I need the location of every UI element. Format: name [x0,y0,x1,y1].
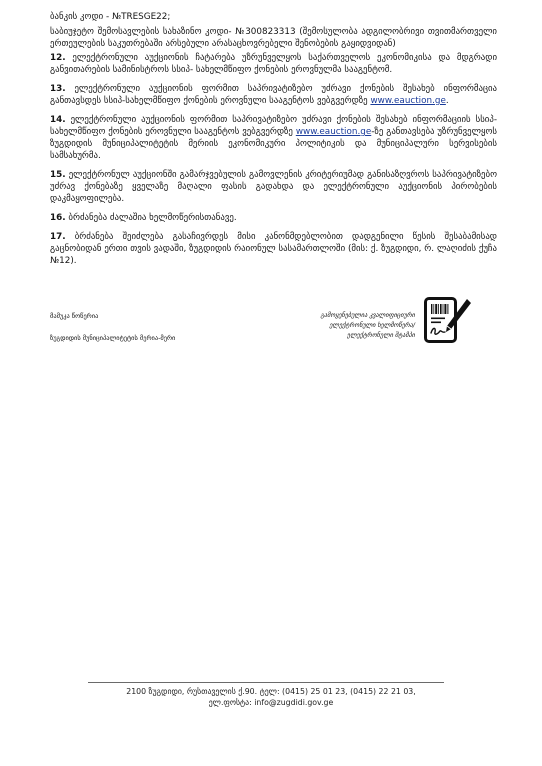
document-body [50,11,497,267]
list-item-14 [50,114,497,162]
budget-code-line: საბიუჯეტო შემოსავლების სახაზინო კოდი- №300823313 (შემოსულობა ადგილობრივი თვითმართველი ერთეულების საკუთრებაში არსებული არასაცხოვრებელი შენობების გაყიდვიდან) [50,27,497,49]
item-text: ელექტრონული აუქციონის ფორმით საპრივატიზებო უძრავი ქონების შესახებ ინფორმაციის სსიპ-სახელმწიფო ქონების ეროვნული სააგენტოს ვებგვერდზე [50,115,497,137]
e-signature-line: ელექტრონული ხელმოწერა/ [329,322,415,329]
item-number: 16. [50,213,66,223]
item-text: ბრძანება ძალაშია ხელმოწერისთანავე. [68,213,237,223]
e-signature-line: ელექტრონული შტამპი [346,332,415,339]
list-item-15 [50,169,497,205]
item-number: 17. [50,232,66,242]
list-item-12 [50,52,497,76]
footer-address: 2100 ზუგდიდი, რუსთაველის ქ.90. ტელ: (0415) 25 01 23, (0415) 22 21 03, [126,687,416,696]
item-text: ბრძანება შეიძლება გასაჩივრდეს მისი კანონმდებლობით დადგენილი წესის შესაბამისად გაცნობიდან ერთი თვის ვადაში, ზუგდიდის რაიონულ სასამართლოში (მის: ქ. ზუგდიდი, რ. ლაღიძის ქუჩა №12). [50,232,497,266]
signed-document-icon [423,296,473,344]
eauction-link[interactable]: www.eauction.ge [370,96,446,106]
bank-code-line: ბანკის კოდი - №TRESGE22; [50,12,171,22]
item-number: 15. [50,170,66,180]
signatory-name: მამუკა წოწერია [50,312,99,320]
item-number: 14. [50,115,66,125]
item-number: 12. [50,53,66,63]
footer-contacts [60,686,482,708]
item-number: 13. [50,84,66,94]
item-text: ელექტრონულ აუქციონში გამარჯვებულის გამოვლენის კრიტერიუმად განისაზღვროს საპრივატიზებო უძრავ ქონებაზე ყველაზე მაღალი ფასის გადახდა და ელექტრონული აუქციონის პირობების დაკმაყოფილება. [50,170,497,204]
list-item-17 [50,231,497,267]
item-text: ელექტრონული აუქციონის ფორმით საპრივატიზებო უძრავი ქონების შესახებ ინფორმაცია განთავსდეს სსიპ-სახელმწიფო ქონების ეროვნული სააგენტოს ვებგვერდზე [50,84,497,106]
list-item-16 [50,212,497,224]
e-signature-note [255,311,415,341]
footer-email: ელ.ფოსტა: info@zugdidi.gov.ge [208,698,334,707]
item-text: ელექტრონული აუქციონის ჩატარება უზრუნველყოს საქართველოს ეკონომიკისა და მდგრადი განვითარების სამინისტროს სსიპ- სახელმწიფო ქონების ეროვნულმა სააგენტომ. [50,53,498,75]
e-signature-line: გამოყენებულია კვალიფიციური [320,312,415,319]
footer-divider [88,682,444,683]
item-text-after: -ზე განთავსება უზრუნველყოს ზუგდიდის მუნიციპალიტეტის მერიის ეკონომიკური პოლიტიკის და მუნიციპალური სერვისების სამსახურმა. [50,127,498,161]
eauction-link[interactable]: www.eauction.ge [295,127,372,137]
list-item-13 [50,83,497,107]
signatory-position: ზუგდიდის მუნიციპალიტეტის მერია-მერი [50,334,176,342]
item-text-after: . [445,96,449,106]
